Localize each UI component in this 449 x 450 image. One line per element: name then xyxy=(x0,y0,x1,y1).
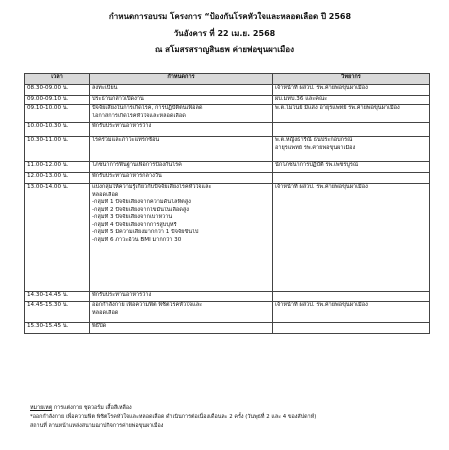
speaker-line: เจ้าหน้าที่ ผสวป. รพ.ค่ายพ่อขุนผาเมือง xyxy=(275,302,368,308)
speaker-line: เจ้าหน้าที่ ผสวป. รพ.ค่ายพ่อขุนผาเมือง xyxy=(275,85,368,91)
table-row xyxy=(25,323,430,334)
column-header-agenda: กำหนดการ xyxy=(90,74,273,85)
agenda-cell xyxy=(90,184,273,292)
table-row xyxy=(25,96,430,105)
venue-note: สถานที่ ลานหน้าแหล่งสนามฌาปกิจการค่ายพ่อขุนผาเมือง xyxy=(30,423,164,429)
agenda-line: ประธานกล่าวเปิดงาน xyxy=(92,96,144,102)
agenda-line: พักรับประทานอาหารกลางวัน xyxy=(92,173,162,179)
time-text: 15.30-15.45 น. xyxy=(27,323,69,329)
table-row xyxy=(25,184,430,292)
time-cell xyxy=(25,85,90,96)
time-text: 09.00-09.10 น. xyxy=(27,96,69,102)
agenda-line: -กลุ่มที่ 2 ปัจจัยเสี่ยงจากไขมันในเลือดสูง xyxy=(92,206,190,213)
speaker-cell xyxy=(273,105,430,123)
time-cell xyxy=(25,162,90,173)
dress-code-note xyxy=(30,404,430,413)
time-text: 10.30-11.00 น. xyxy=(27,137,69,143)
speaker-line: นักโภชนาการปฏิบัติ รพ.เพชรบูรณ์ xyxy=(275,162,359,168)
agenda-cell xyxy=(90,137,273,162)
speaker-cell xyxy=(273,96,430,105)
agenda-cell xyxy=(90,162,273,173)
document-title: กำหนดการอบรม โครงการ “ป้องกันโรคหัวใจและหลอดเลือด ปี 2568 xyxy=(108,12,352,21)
time-cell xyxy=(25,96,90,105)
agenda-line: -กลุ่มที่ 3 ปัจจัยเสี่ยงจากเบาหวาน xyxy=(92,214,173,220)
speaker-cell xyxy=(273,173,430,184)
time-cell xyxy=(25,137,90,162)
agenda-line: แบ่งกลุ่มให้ความรู้เกี่ยวกับปัจจัยเสี่ยงโรคหัวใจและ xyxy=(92,184,212,190)
speaker-line: พ.ต.หญิงธาริณี ธนประกอบกรณ์ xyxy=(275,137,353,143)
table-row xyxy=(25,85,430,96)
speaker-line: พ.ต.ไมโนย์ มีแสง อายุรแพทย์ รพ.ค่ายพ่อขุนผาเมือง xyxy=(275,105,400,111)
agenda-line: โรคร่วมและภาวะแทรกซ้อน xyxy=(92,137,160,143)
table-header-row xyxy=(25,74,430,85)
agenda-line: หลอดเลือด xyxy=(92,191,119,198)
agenda-line: -กลุ่มที่ 1 ปัจจัยเสี่ยงจากความดันโลหิตสูง xyxy=(92,199,191,205)
table-row xyxy=(25,162,430,173)
notes-section xyxy=(30,404,430,431)
table-row xyxy=(25,123,430,137)
agenda-line: -กลุ่มที่ 4 ปัจจัยเสี่ยงจากการสูบบุหรี่ xyxy=(92,221,177,228)
agenda-cell xyxy=(90,302,273,323)
speaker-cell xyxy=(273,184,430,292)
agenda-cell xyxy=(90,123,273,137)
dress-code-text: การแต่งกาย ชุดวอร์ม เสื้อสีเหลือง xyxy=(52,405,132,411)
agenda-line: โภชนาการฟื้นฐานเพื่อการป้องกันโรค xyxy=(92,162,182,168)
schedule-table xyxy=(24,73,430,334)
event-date: วันอังคาร ที่ 22 เม.ย. 2568 xyxy=(173,29,276,38)
speaker-line: เจ้าหน้าที่ ผสวป. รพ.ค่ายพ่อขุนผาเมือง xyxy=(275,184,368,190)
time-cell xyxy=(25,184,90,292)
speaker-cell xyxy=(273,137,430,162)
speaker-cell xyxy=(273,323,430,334)
table-row xyxy=(25,105,430,123)
time-cell xyxy=(25,105,90,123)
exercise-note: *ออกกำลังกาย เพื่อความฟิต พิชิตโรคหัวใจและหลอดเลือด ดำเนินการต่อเนื่องเดือนละ 2 ครั้ง (วันพุธที่ 2 และ 4 ของสัปดาห์) xyxy=(30,414,317,420)
time-text: 11.00-12.00 น. xyxy=(27,162,69,168)
time-text: 14.45-15.30 น. xyxy=(27,302,69,308)
agenda-line: ปัจจัยเสี่ยงในการเกิดโรค, การปฏิบัติตนเพื่อลด xyxy=(92,105,203,111)
speaker-cell xyxy=(273,162,430,173)
agenda-cell xyxy=(90,323,273,334)
agenda-cell xyxy=(90,96,273,105)
speaker-line: ผบ.มทบ.36 และคณะ xyxy=(275,96,328,102)
table-row xyxy=(25,137,430,162)
agenda-line: โอกาสการเกิดโรคหัวใจและหลอดเลือด xyxy=(92,112,186,119)
agenda-cell xyxy=(90,173,273,184)
time-cell xyxy=(25,123,90,137)
agenda-line: ลงทะเบียน xyxy=(92,85,118,91)
time-text: 13.00-14.00 น. xyxy=(27,184,69,190)
time-cell xyxy=(25,292,90,302)
agenda-line: -กลุ่มที่ 5 มีความเสี่ยงมากกว่า 1 ปัจจัยขึ้นไป xyxy=(92,229,199,235)
time-text: 10.00-10.30 น. xyxy=(27,123,69,129)
speaker-cell xyxy=(273,85,430,96)
agenda-line: พักรับประทานอาหารว่าง xyxy=(92,292,152,298)
speaker-cell xyxy=(273,302,430,323)
time-text: 09.10-10.00 น. xyxy=(27,105,69,111)
agenda-cell xyxy=(90,292,273,302)
time-cell xyxy=(25,323,90,334)
time-text: 14.30-14.45 น. xyxy=(27,292,69,298)
speaker-cell xyxy=(273,123,430,137)
agenda-line: ออกกำลังกาย เพื่อความฟิต พิชิตโรคหัวใจและ xyxy=(92,302,203,308)
time-text: 08.30-09.00 น. xyxy=(27,85,69,91)
table-row xyxy=(25,173,430,184)
event-venue: ณ สโมสรสราญสินธพ ค่ายพ่อขุนผาเมือง xyxy=(154,45,295,54)
agenda-line: พิธีปิด xyxy=(92,323,107,329)
speaker-line: อายุรแพทย์ รพ.ค่ายพ่อขุนผาเมือง xyxy=(275,144,356,151)
agenda-line: -กลุ่มที่ 6 ภาวะอ้วน BMI มากกว่า 30 xyxy=(92,236,182,243)
column-header-time: เวลา xyxy=(25,74,90,85)
agenda-line: หลอดเลือด xyxy=(92,309,119,316)
time-cell xyxy=(25,302,90,323)
agenda-cell xyxy=(90,105,273,123)
agenda-line: พักรับประทานอาหารว่าง xyxy=(92,123,152,129)
agenda-cell xyxy=(90,85,273,96)
table-row xyxy=(25,292,430,302)
speaker-cell xyxy=(273,292,430,302)
column-header-speaker: วิทยากร xyxy=(273,74,430,85)
time-cell xyxy=(25,173,90,184)
table-row xyxy=(25,302,430,323)
notes-label: หมายเหตุ xyxy=(30,405,53,411)
time-text: 12.00-13.00 น. xyxy=(27,173,69,179)
